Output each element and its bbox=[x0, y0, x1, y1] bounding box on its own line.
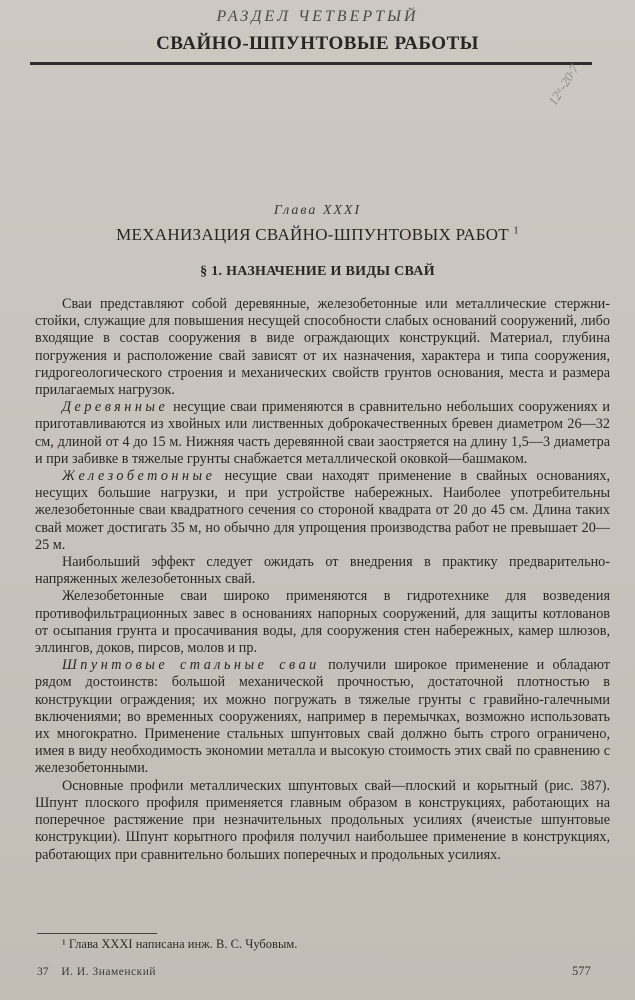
paragraph bbox=[35, 554, 610, 588]
paragraph-text: несущие сваи применяются в сравнительно небольших сооружениях и приготавливаются из хвойных или лиственных доброкачественных бревен диаметром 26—32 см, длиной от 4 до 15 м. Нижняя часть деревянной сваи заостряется на длину 1,5—3 диаметра и при забивке в тяжелые грунты снабжается металлической оковкой—башмаком. bbox=[35, 399, 610, 467]
handwritten-margin-note: 12ᵃ-20·7 bbox=[545, 61, 582, 108]
author-name: И. И. Знаменский bbox=[61, 966, 157, 978]
paragraph bbox=[35, 468, 610, 554]
page-number: 577 bbox=[572, 964, 591, 978]
page-footer bbox=[37, 966, 156, 978]
section-label: РАЗДЕЛ ЧЕТВЕРТЫЙ bbox=[216, 8, 419, 25]
paragraph-text: Наибольший эффект следует ожидать от внедрения в практику предварительно-напряженных железобетонных свай. bbox=[35, 554, 610, 588]
body-text bbox=[35, 296, 610, 864]
paragraph bbox=[35, 588, 610, 657]
paragraph bbox=[35, 399, 610, 468]
chapter-label: Глава XXXI bbox=[273, 203, 362, 218]
paragraph bbox=[35, 657, 610, 777]
section-heading: § 1. НАЗНАЧЕНИЕ И ВИДЫ СВАЙ bbox=[200, 264, 435, 279]
footnote-mark: 1 bbox=[513, 225, 519, 237]
footnote-rule bbox=[37, 933, 157, 934]
paragraph bbox=[35, 296, 610, 399]
chapter-title bbox=[0, 225, 635, 245]
footnote: ¹ Глава XXXI написана инж. В. С. Чубовым. bbox=[62, 937, 298, 951]
spaced-term: Железобетонные bbox=[62, 468, 216, 485]
paragraph-text: несущие сваи находят применение в свайных основаниях, несущих большие нагрузки, и при устройстве набережных. Наиболее употребительны железобетонные сваи квадратного сечения со стороной квадрата от 20 до 45 см. Длина таких свай может достигать 35 м, но обычно для упрощения производства работ не превышает 20—25 м. bbox=[35, 468, 610, 553]
paragraph-text: Сваи представляют собой деревянные, железобетонные или металлические стержни-стойки, служащие для повышения несущей способности слабых оснований сооружений, либо входящие в состав сооружения в виде ограждающих конструкций. Материал, глубина погружения и расположение свай зависят от их назначения, характера и типа сооружения, гидрогеологического строения и механических свойств грунтов основания, места и размера прилагаемых нагрузок. bbox=[35, 296, 610, 399]
paragraph bbox=[35, 778, 610, 864]
paragraph-text: получили широкое применение и обладают рядом достоинств: большой механической прочностью, достаточной плотностью в конструкции ограждения; их можно погружать в тяжелые грунты с гравийно-галечными включениями; во временных сооружениях, например в перемычках, возможно использовать их многократно. Применение стальных шпунтовых свай должно быть строго ограничено, имея в виду необходимость экономии металла и высокую стоимость этих свай по сравнению с железобетонными. bbox=[35, 657, 610, 777]
spaced-term: Деревянные bbox=[62, 399, 169, 416]
spaced-term: Шпунтовые стальные сваи bbox=[62, 657, 320, 674]
signature-mark: 37 bbox=[37, 966, 49, 978]
paragraph-text: Основные профили металлических шпунтовых свай—плоский и корытный (рис. 387). Шпунт плоского профиля применяется главным образом в конструкциях, работающих на поперечное растяжение при незначительных продольных усилиях (ячеистые шпунтовые конструкции). Шпунт корытного профиля получил наибольшее применение в конструкциях, работающих при сравнительно больших поперечных и продольных усилиях. bbox=[35, 777, 610, 863]
section-title: СВАЙНО-ШПУНТОВЫЕ РАБОТЫ bbox=[156, 33, 479, 54]
header-rule bbox=[30, 62, 592, 65]
paragraph-text: Железобетонные сваи широко применяются в гидротехнике для возведения противофильтрационных завес в основаниях напорных сооружений, для защиты котлованов от осыпания грунта и просачивания воды, для сооружения стен набережных, камер шлюзов, эллингов, доков, пирсов, молов и пр. bbox=[35, 588, 610, 657]
chapter-title-text: МЕХАНИЗАЦИЯ СВАЙНО-ШПУНТОВЫХ РАБОТ bbox=[116, 225, 509, 244]
